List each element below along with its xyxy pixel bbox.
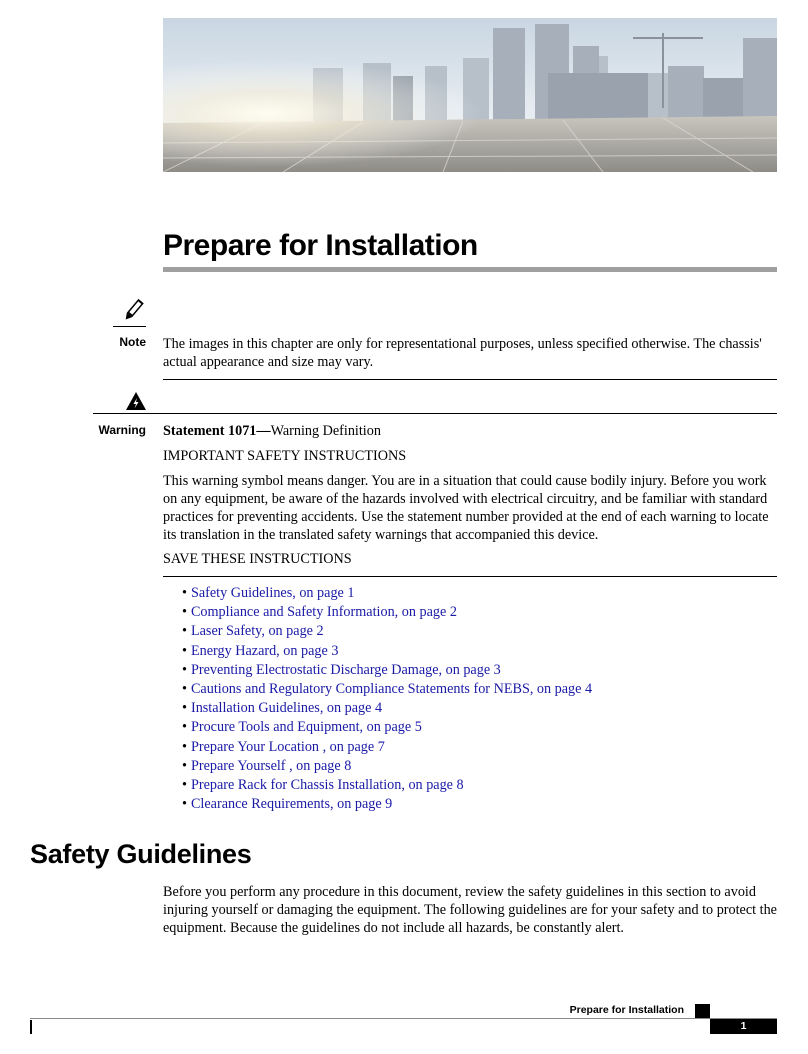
warning-save: SAVE THESE INSTRUCTIONS bbox=[163, 551, 352, 567]
toc-item bbox=[182, 622, 592, 641]
toc-link[interactable]: Cautions and Regulatory Compliance Statements for NEBS, on page 4 bbox=[190, 681, 593, 698]
warning-triangle-icon bbox=[125, 391, 147, 411]
warning-label: Warning bbox=[98, 423, 146, 437]
toc-bullet: • bbox=[182, 585, 187, 601]
toc-item bbox=[182, 680, 592, 699]
toc-item bbox=[182, 603, 592, 622]
chapter-banner-image bbox=[163, 18, 777, 172]
toc-bullet: • bbox=[182, 661, 187, 678]
toc-link[interactable]: Safety Guidelines, on page 1 bbox=[190, 585, 355, 601]
warning-bottom-rule bbox=[163, 576, 777, 577]
toc-bullet: • bbox=[182, 700, 187, 717]
toc-item bbox=[182, 661, 592, 680]
chapter-title: Prepare for Installation bbox=[163, 229, 478, 262]
note-text: The images in this chapter are only for representational purposes, unless specified otherwise. The chassis' actual appearance and size may vary. bbox=[163, 336, 762, 370]
note-top-rule bbox=[113, 326, 146, 327]
warning-definition: Warning Definition bbox=[270, 423, 381, 439]
chapter-toc bbox=[182, 584, 592, 814]
toc-bullet: • bbox=[182, 719, 187, 736]
toc-item bbox=[182, 718, 592, 737]
warning-top-rule bbox=[93, 413, 777, 414]
footer-marker bbox=[695, 1004, 710, 1018]
toc-link[interactable]: Laser Safety, on page 2 bbox=[190, 623, 324, 640]
toc-bullet: • bbox=[182, 796, 187, 813]
toc-bullet: • bbox=[182, 642, 187, 659]
toc-link[interactable]: Prepare Your Location , on page 7 bbox=[190, 738, 385, 755]
toc-item bbox=[182, 642, 592, 661]
title-rule bbox=[163, 267, 777, 272]
toc-bullet: • bbox=[182, 777, 187, 794]
footer-left-mark bbox=[30, 1020, 32, 1034]
toc-link[interactable]: Installation Guidelines, on page 4 bbox=[190, 700, 383, 717]
toc-item bbox=[182, 738, 592, 757]
toc-bullet: • bbox=[182, 681, 187, 698]
toc-link[interactable]: Prepare Rack for Chassis Installation, on page 8 bbox=[190, 777, 464, 794]
toc-item bbox=[182, 699, 592, 718]
toc-bullet: • bbox=[182, 738, 187, 755]
warning-important: IMPORTANT SAFETY INSTRUCTIONS bbox=[163, 448, 407, 464]
toc-bullet: • bbox=[182, 604, 187, 621]
toc-link[interactable]: Prepare Yourself , on page 8 bbox=[190, 757, 352, 774]
toc-link[interactable]: Procure Tools and Equipment, on page 5 bbox=[190, 719, 422, 736]
pencil-icon bbox=[120, 297, 146, 323]
warning-statement-line bbox=[163, 422, 777, 440]
toc-item bbox=[182, 757, 592, 776]
note-label: Note bbox=[119, 335, 146, 349]
warning-body: This warning symbol means danger. You are in a situation that could cause bodily injury. Before you work on any equipment, be aware of the hazards involved with electrical circuitry, and be familiar with standard practices for preventing accidents. Use the statement number provided at the end of each warning to locate its translation in the translated safety warnings that accompanied this device. bbox=[163, 473, 769, 543]
toc-item bbox=[182, 776, 592, 795]
section-title: Safety Guidelines bbox=[30, 839, 252, 869]
toc-link[interactable]: Energy Hazard, on page 3 bbox=[190, 642, 339, 659]
toc-link[interactable]: Compliance and Safety Information, on page 2 bbox=[190, 604, 457, 621]
footer-rule bbox=[30, 1018, 777, 1019]
toc-item bbox=[182, 584, 592, 603]
section-body: Before you perform any procedure in this document, review the safety guidelines in this section to avoid injuring yourself or damaging the equipment. The following guidelines are for your safety and to protect the equipment. Because the guidelines do not include all hazards, be constantly alert. bbox=[163, 884, 777, 936]
toc-link[interactable]: Clearance Requirements, on page 9 bbox=[190, 796, 393, 813]
warning-statement-number: Statement 1071— bbox=[163, 423, 271, 439]
note-bottom-rule bbox=[163, 379, 777, 380]
page-number: 1 bbox=[710, 1019, 777, 1034]
footer-chapter-title: Prepare for Installation bbox=[569, 1004, 684, 1016]
toc-bullet: • bbox=[182, 757, 187, 774]
toc-item bbox=[182, 795, 592, 814]
toc-bullet: • bbox=[182, 623, 187, 640]
toc-link[interactable]: Preventing Electrostatic Discharge Damage, on page 3 bbox=[190, 661, 501, 678]
